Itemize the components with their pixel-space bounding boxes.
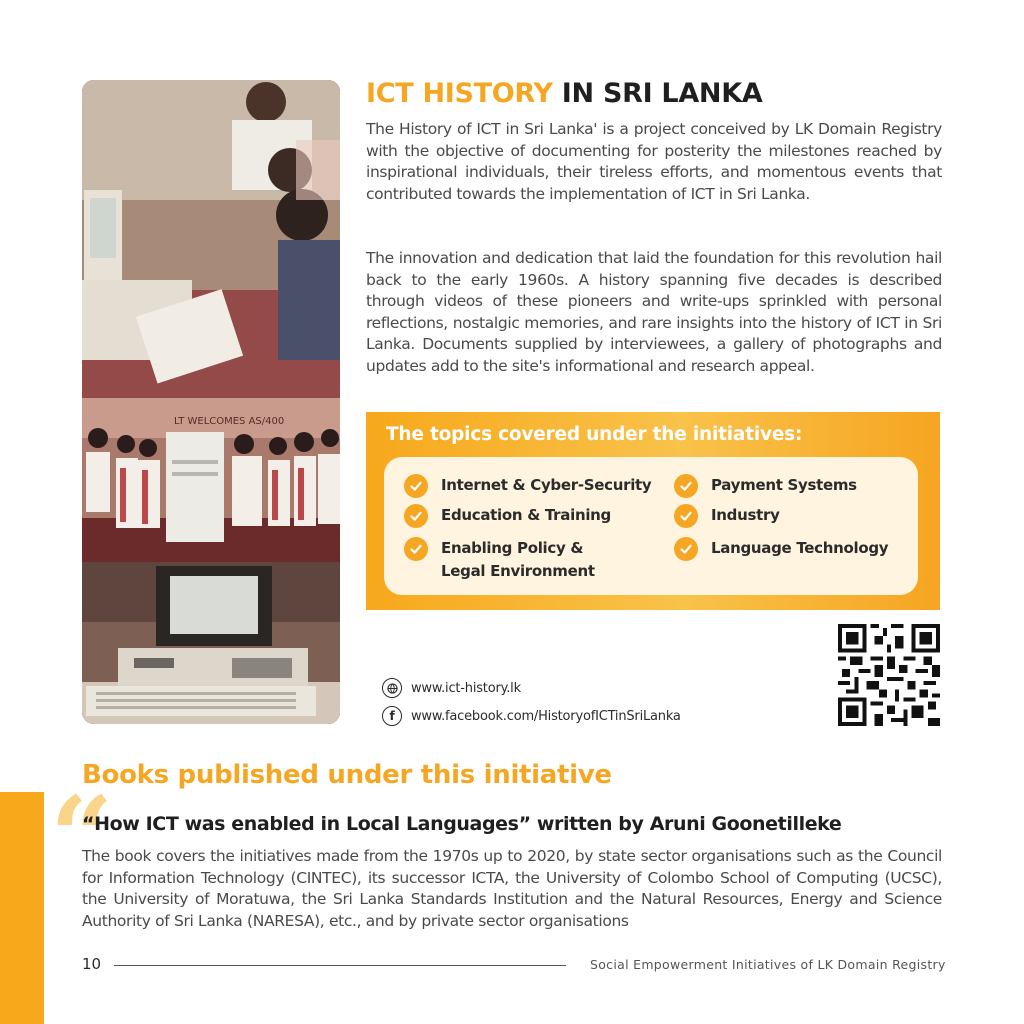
book-title: “How ICT was enabled in Local Languages” written by Aruni Goonetilleke [82, 813, 842, 835]
books-heading: Books published under this initiative [82, 760, 612, 790]
topic-item [674, 474, 857, 498]
facebook-link[interactable] [382, 706, 681, 726]
topic-item [404, 474, 651, 498]
checkmark-icon [674, 504, 698, 528]
topic-label: Language Technology [711, 539, 889, 557]
footer-publication: Social Empowerment Initiatives of LK Domain Registry [590, 957, 946, 972]
topic-label: Enabling Policy & Legal Environment [441, 539, 595, 580]
page-title [366, 78, 762, 109]
topic-item [404, 504, 611, 528]
photo-computer-training [82, 80, 340, 398]
title-rest: IN SRI LANKA [552, 78, 763, 109]
checkmark-icon [674, 537, 698, 561]
topic-label: Internet & Cyber-Security [441, 476, 652, 494]
topic-item [674, 504, 780, 528]
intro-paragraph-1: The History of ICT in Sri Lanka' is a project conceived by LK Domain Registry with the objective of documenting for posterity the milestones reached by inspirational individuals, their tireless efforts, and momentous events that contributed towards the implementation of ICT in Sri Lanka. [366, 120, 942, 203]
website-link[interactable] [382, 678, 521, 698]
intro-paragraph-2: The innovation and dedication that laid the foundation for this revolution hail back to the early 1960s. A history spanning five decades is described through videos of these pioneers and write-ups sprinkled with personal reflections, nostalgic memories, and rare insights into the history of ICT in Sri Lanka. Documents supplied by interviewees, a gallery of photographs and updates add to the site's informational and research appeal. [366, 249, 942, 375]
checkmark-icon [404, 537, 428, 561]
qr-code[interactable] [838, 624, 940, 726]
website-url[interactable]: www.ict-history.lk [411, 680, 521, 696]
facebook-url[interactable]: www.facebook.com/HistoryofICTinSriLanka [411, 708, 681, 724]
topic-item [674, 537, 888, 561]
topics-list [384, 457, 918, 595]
book-description: The book covers the initiatives made from the 1970s up to 2020, by state sector organisations such as the Council for Information Technology (CINTEC), its successor ICTA, the University of Colombo School of Computing (UCSC), the University of Moratuwa, the Sri Lanka Standards Institution and the Natural Resources, Energy and Science Authority of Sri Lanka (NARESA), etc., and by private sector organisations [82, 847, 942, 930]
welcome-banner: LT WELCOMES AS/400 [174, 416, 285, 427]
quote-icon: “ [50, 772, 114, 901]
photo-collage [82, 80, 340, 724]
topic-label: Industry [711, 506, 780, 524]
topic-label: Payment Systems [711, 476, 857, 494]
footer-divider [114, 965, 566, 966]
topic-item [404, 537, 624, 583]
checkmark-icon [404, 474, 428, 498]
title-accent: ICT HISTORY [366, 78, 553, 109]
checkmark-icon [404, 504, 428, 528]
topics-heading: The topics covered under the initiatives: [386, 424, 803, 445]
facebook-icon: f [382, 706, 402, 726]
page-number: 10 [82, 955, 102, 973]
topics-panel [366, 412, 940, 610]
checkmark-icon [674, 474, 698, 498]
photo-as400-welcome [82, 398, 340, 562]
topic-label: Education & Training [441, 506, 611, 524]
photo-vintage-pc [82, 562, 340, 724]
globe-icon [382, 678, 402, 698]
decorative-side-bar [0, 792, 44, 1024]
